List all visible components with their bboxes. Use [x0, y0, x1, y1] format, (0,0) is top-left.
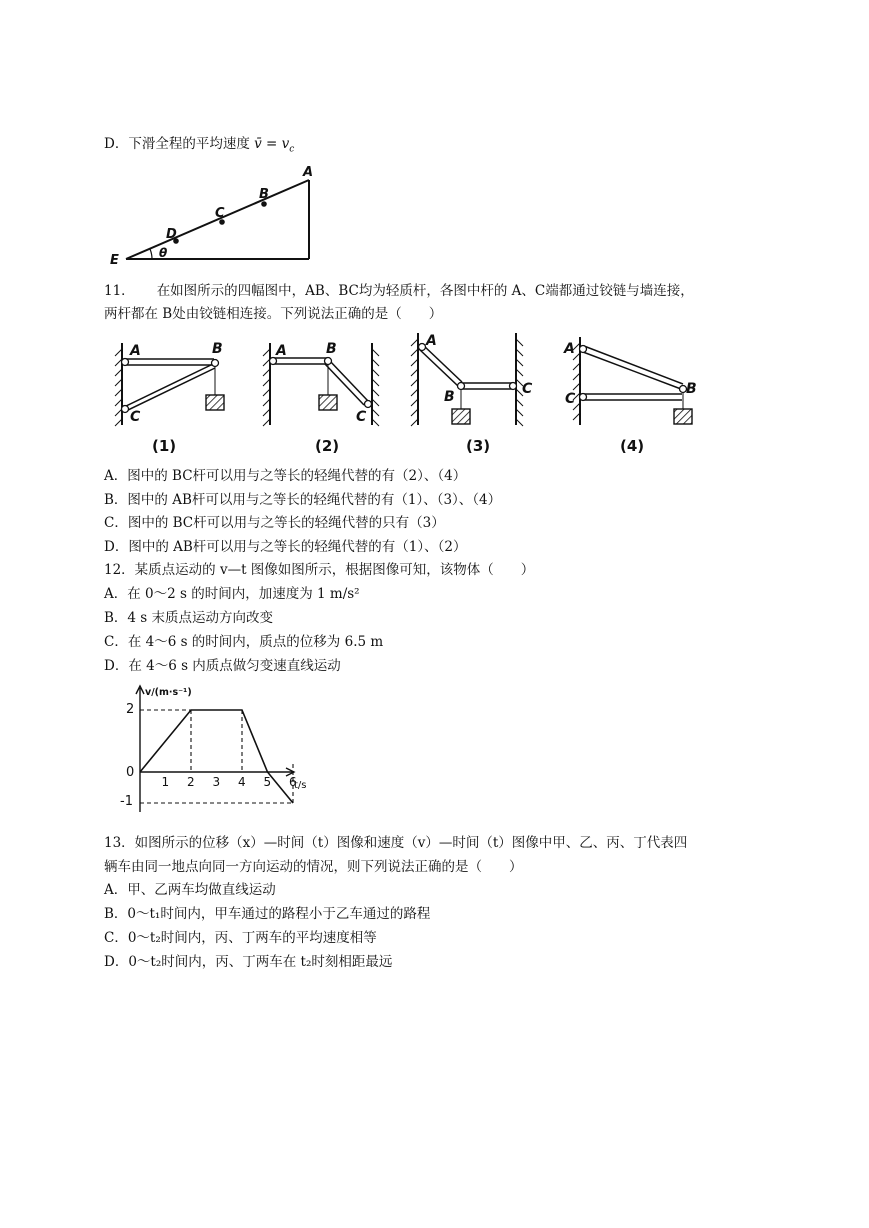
q13-option-b: B．0～t₁时间内，甲车通过的路程小于乙车通过的路程: [104, 906, 431, 922]
fig1-label-a: A: [130, 343, 141, 359]
q12-option-a: A．在 0～2 s 的时间内，加速度为 1 m/s²: [104, 586, 360, 602]
x-tick-4: 4: [238, 775, 246, 789]
q12-option-b: B．4 s 末质点运动方向改变: [104, 610, 274, 626]
q11-option-a: A．图中的 BC杆可以用与之等长的轻绳代替的有（2）、（4）: [104, 468, 467, 484]
q12-stem: 12．某质点运动的 v—t 图像如图所示，根据图像可知，该物体（ ）: [104, 562, 535, 578]
x-tick-3: 3: [212, 775, 221, 789]
q11-option-c: C．图中的 BC杆可以用与之等长的轻绳代替的只有（3）: [104, 515, 445, 531]
q12-option-c: C．在 4～6 s 的时间内，质点的位移为 6.5 m: [104, 634, 384, 650]
q11-stem-text1: 在如图所示的四幅图中，AB、BC均为轻质杆，各图中杆的 A、C端都通过铰链与墙连接，: [156, 283, 694, 299]
fig4-label-c: C: [565, 391, 576, 407]
label-theta: θ: [159, 246, 168, 260]
fig1-label-c: C: [130, 409, 141, 425]
y-tick-neg1: -1: [120, 794, 133, 809]
q13-option-c: C．0～t₂时间内，丙、丁两车的平均速度相等: [104, 930, 377, 946]
label-c: C: [215, 206, 225, 221]
q13-option-a: A．甲、乙两车均做直线运动: [104, 882, 276, 898]
fig1-label-b: B: [212, 341, 223, 357]
x-tick-2: 2: [187, 775, 195, 789]
x-axis-label: t/s: [294, 780, 307, 791]
fig3-label-a: A: [426, 333, 437, 349]
label-d: D: [166, 227, 177, 242]
fig-caption-1: (1): [152, 437, 177, 455]
q13-option-d: D．0～t₂时间内，丙、丁两车在 t₂时刻相距最远: [104, 954, 393, 970]
q10-option-d-formula: v̄ = v: [254, 136, 290, 152]
fig2-label-c: C: [356, 409, 367, 425]
label-a: A: [303, 165, 314, 180]
fig3-label-c: C: [522, 381, 533, 397]
q13-stem-line2: 辆车由同一地点向同一方向运动的情况，则下列说法正确的是（ ）: [104, 859, 523, 875]
q11-stem-line1: [104, 282, 694, 300]
y-tick-0: 0: [126, 765, 135, 780]
vt-chart: [112, 682, 322, 817]
label-e: E: [110, 253, 119, 268]
y-axis-label: v/(m·s⁻¹): [145, 687, 192, 698]
x-tick-6: 6: [289, 775, 297, 789]
fig-caption-2: (2): [315, 437, 340, 455]
fig2-label-a: A: [276, 343, 287, 359]
rod-figures: [110, 325, 710, 465]
fig-caption-4: (4): [620, 437, 645, 455]
fig4-label-b: B: [686, 381, 697, 397]
incline-figure: [104, 160, 324, 270]
fig2-label-b: B: [326, 341, 337, 357]
fig-caption-3: (3): [466, 437, 491, 455]
fig4-label-a: A: [564, 341, 575, 357]
fig3-label-b: B: [444, 389, 455, 405]
label-b: B: [259, 187, 269, 202]
q11-stem-line2: 两杆都在 B处由铰链相连接。下列说法正确的是（ ）: [104, 306, 443, 322]
q13-stem-line1: 13．如图所示的位移（x）—时间（t）图像和速度（v）—时间（t）图像中甲、乙、丙、丁代表四: [104, 835, 688, 851]
q11-option-b: B．图中的 AB杆可以用与之等长的轻绳代替的有（1）、（3）、（4）: [104, 492, 502, 508]
q10-option-d-subscript: c: [289, 144, 295, 155]
x-tick-5: 5: [263, 775, 272, 789]
q12-option-d: D．在 4～6 s 内质点做匀变速直线运动: [104, 658, 341, 674]
vt-series-line: [140, 710, 293, 803]
x-tick-1: 1: [161, 775, 170, 789]
q10-option-d: [104, 135, 294, 159]
q11-number: 11．: [104, 283, 135, 299]
point-b: [261, 201, 267, 207]
q11-option-d: D．图中的 AB杆可以用与之等长的轻绳代替的有（1）、（2）: [104, 539, 467, 555]
q10-option-d-text: D．下滑全程的平均速度: [104, 136, 250, 152]
rod-figure-4: [573, 337, 692, 425]
angle-arc: [150, 249, 152, 259]
y-tick-2: 2: [126, 702, 135, 717]
